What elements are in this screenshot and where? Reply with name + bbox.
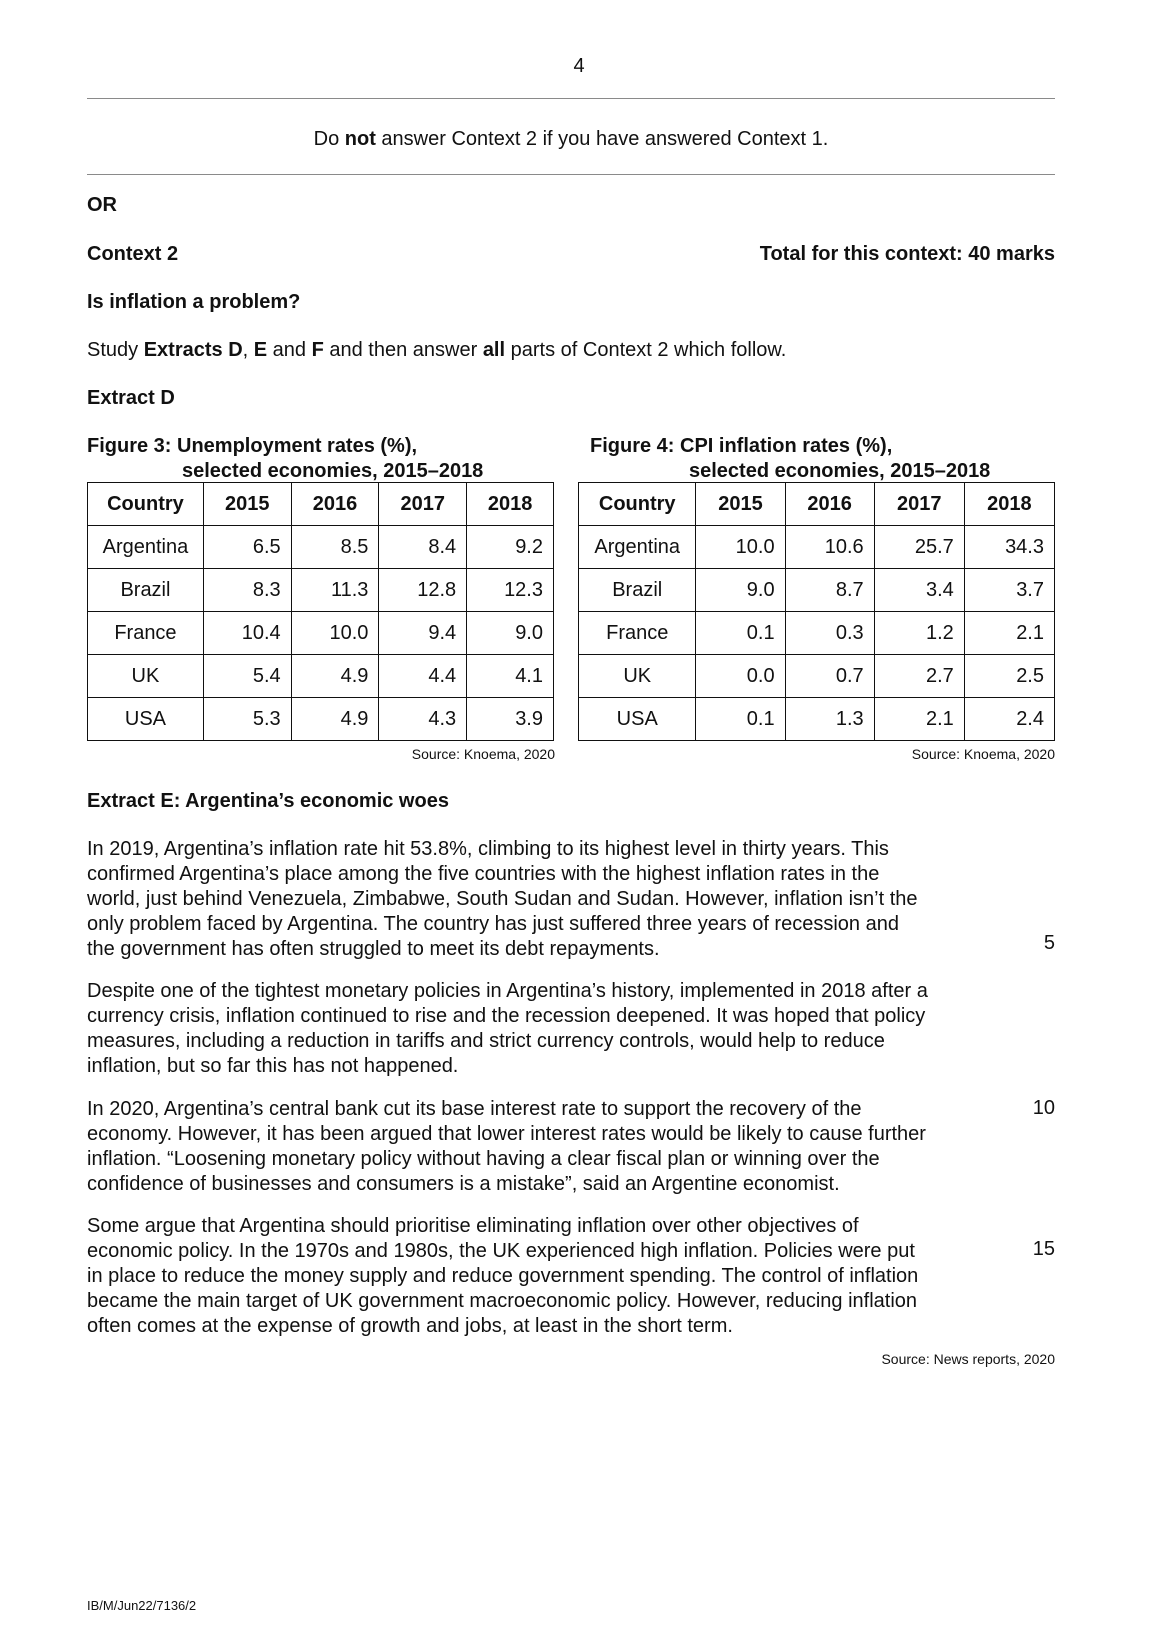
country-cell: Argentina [88, 526, 204, 569]
text-line: measures, including a reduction in tariffs and strict currency controls, would help to reduce [87, 1030, 885, 1052]
value-cell: 8.7 [785, 569, 874, 612]
value-cell: 3.4 [874, 569, 964, 612]
value-cell: 2.4 [964, 698, 1054, 741]
value-cell: 4.4 [379, 655, 467, 698]
table-row [88, 569, 554, 612]
column-header: 2017 [379, 483, 467, 526]
study-text: parts of Context 2 which follow. [505, 339, 787, 361]
extract-d-heading: Extract D [87, 387, 175, 409]
column-header: 2016 [785, 483, 874, 526]
text-line: currency crisis, inflation continued to rise and the recession deepened. It was hoped that policy [87, 1005, 926, 1027]
country-cell: Brazil [88, 569, 204, 612]
or-label: OR [87, 194, 117, 216]
extract-e-paragraph-3 [87, 1097, 1007, 1197]
text-line: world, just behind Venezuela, Zimbabwe, South Sudan and Sudan. However, inflation isn’t the [87, 888, 918, 910]
study-emphasis: Extracts D [143, 339, 243, 361]
figure3-source: Source: Knoema, 2020 [411, 746, 555, 762]
extract-e-paragraph-2 [87, 979, 987, 1079]
value-cell: 2.1 [874, 698, 964, 741]
study-instruction [87, 339, 786, 362]
value-cell: 5.4 [203, 655, 291, 698]
text-line: confirmed Argentina’s place among the five countries with the highest inflation rates in the [87, 863, 880, 885]
table-row [88, 526, 554, 569]
divider-bottom [87, 174, 1055, 175]
country-cell: Argentina [579, 526, 696, 569]
table-row [88, 698, 554, 741]
value-cell: 0.1 [696, 612, 785, 655]
table-row [88, 612, 554, 655]
value-cell: 0.7 [785, 655, 874, 698]
context-question: Is inflation a problem? [87, 291, 301, 313]
study-emphasis: E [253, 339, 268, 361]
value-cell: 10.6 [785, 526, 874, 569]
figure4-title-line2: selected economies, 2015–2018 [689, 460, 991, 482]
value-cell: 4.9 [291, 698, 379, 741]
country-cell: USA [88, 698, 204, 741]
column-header: 2018 [964, 483, 1054, 526]
value-cell: 1.2 [874, 612, 964, 655]
text-line: In 2020, Argentina’s central bank cut its base interest rate to support the recovery of the [87, 1098, 862, 1120]
text-line: economy. However, it has been argued that lower interest rates would be likely to cause further [87, 1123, 926, 1145]
value-cell: 9.4 [379, 612, 467, 655]
value-cell: 5.3 [203, 698, 291, 741]
figure4-title-line1: Figure 4: CPI inflation rates (%), [590, 435, 893, 457]
instruction-emphasis: not [344, 128, 376, 150]
country-cell: Brazil [579, 569, 696, 612]
line-number: 15 [1032, 1238, 1055, 1260]
text-line: confidence of businesses and consumers is a mistake”, said an Argentine economist. [87, 1173, 840, 1195]
table-row [88, 655, 554, 698]
value-cell: 4.9 [291, 655, 379, 698]
country-cell: UK [579, 655, 696, 698]
instruction-text: answer Context 2 if you have answered Context 1. [375, 128, 829, 150]
value-cell: 8.5 [291, 526, 379, 569]
text-line: inflation, but so far this has not happened. [87, 1055, 459, 1077]
text-line: economic policy. In the 1970s and 1980s, the UK experienced high inflation. Policies were put [87, 1240, 915, 1262]
value-cell: 0.1 [696, 698, 785, 741]
value-cell: 9.0 [696, 569, 785, 612]
value-cell: 2.1 [964, 612, 1054, 655]
text-line: only problem faced by Argentina. The country has just suffered three years of recession and [87, 913, 899, 935]
value-cell: 3.7 [964, 569, 1054, 612]
value-cell: 9.0 [467, 612, 554, 655]
study-text: Study [87, 339, 144, 361]
extract-e-paragraph-1 [87, 837, 987, 962]
country-cell: USA [579, 698, 696, 741]
value-cell: 9.2 [467, 526, 554, 569]
table-row [579, 569, 1055, 612]
country-cell: France [579, 612, 696, 655]
value-cell: 0.0 [696, 655, 785, 698]
value-cell: 12.3 [467, 569, 554, 612]
column-header: 2017 [874, 483, 964, 526]
table-row [579, 526, 1055, 569]
text-line: became the main target of UK government macroeconomic policy. However, reducing inflation [87, 1290, 918, 1312]
column-header: 2015 [696, 483, 785, 526]
page-number: 4 [573, 55, 585, 77]
study-text: , [242, 339, 254, 361]
figure4-table [578, 482, 1055, 741]
country-cell: France [88, 612, 204, 655]
column-header: Country [88, 483, 204, 526]
value-cell: 4.3 [379, 698, 467, 741]
value-cell: 11.3 [291, 569, 379, 612]
text-line: often comes at the expense of growth and jobs, at least in the short term. [87, 1315, 733, 1337]
value-cell: 6.5 [203, 526, 291, 569]
value-cell: 2.7 [874, 655, 964, 698]
extract-e-heading: Extract E: Argentina’s economic woes [87, 790, 449, 812]
extract-e-source: Source: News reports, 2020 [881, 1351, 1055, 1367]
value-cell: 8.3 [203, 569, 291, 612]
figure4-source: Source: Knoema, 2020 [911, 746, 1055, 762]
text-line: Despite one of the tightest monetary policies in Argentina’s history, implemented in 2018 after a [87, 980, 928, 1002]
line-number: 5 [1043, 932, 1055, 954]
value-cell: 10.0 [696, 526, 785, 569]
table-row [579, 612, 1055, 655]
value-cell: 0.3 [785, 612, 874, 655]
line-number: 10 [1032, 1097, 1055, 1119]
extract-e-paragraph-4 [87, 1214, 987, 1339]
column-header: 2016 [291, 483, 379, 526]
table-row [579, 655, 1055, 698]
study-emphasis: all [482, 339, 506, 361]
table-header-row [88, 483, 554, 526]
column-header: 2018 [467, 483, 554, 526]
column-header: Country [579, 483, 696, 526]
footer-code: IB/M/Jun22/7136/2 [87, 1598, 197, 1613]
study-text: and then answer [323, 339, 483, 361]
value-cell: 12.8 [379, 569, 467, 612]
figure3-title-line2: selected economies, 2015–2018 [182, 460, 484, 482]
value-cell: 2.5 [964, 655, 1054, 698]
figure3-title [87, 434, 483, 484]
value-cell: 25.7 [874, 526, 964, 569]
study-text: and [267, 339, 312, 361]
context-title: Context 2 [87, 243, 179, 265]
value-cell: 1.3 [785, 698, 874, 741]
context-instruction [87, 128, 1055, 151]
figure3-title-line1: Figure 3: Unemployment rates (%), [87, 435, 418, 457]
text-line: in place to reduce the money supply and reduce government spending. The control of inflation [87, 1265, 919, 1287]
text-line: In 2019, Argentina’s inflation rate hit 53.8%, climbing to its highest level in thirty years. This [87, 838, 889, 860]
country-cell: UK [88, 655, 204, 698]
text-line: the government has often struggled to meet its debt repayments. [87, 938, 660, 960]
figure3-table [87, 482, 554, 741]
value-cell: 4.1 [467, 655, 554, 698]
table-row [579, 698, 1055, 741]
value-cell: 3.9 [467, 698, 554, 741]
figure4-title [590, 434, 990, 484]
value-cell: 34.3 [964, 526, 1054, 569]
divider-top [87, 98, 1055, 99]
column-header: 2015 [203, 483, 291, 526]
value-cell: 10.4 [203, 612, 291, 655]
text-line: Some argue that Argentina should prioritise eliminating inflation over other objectives of [87, 1215, 859, 1237]
context-total-marks: Total for this context: 40 marks [759, 243, 1055, 265]
value-cell: 8.4 [379, 526, 467, 569]
study-emphasis: F [311, 339, 324, 361]
instruction-text: Do [313, 128, 345, 150]
text-line: inflation. “Loosening monetary policy without having a clear fiscal plan or winning over the [87, 1148, 880, 1170]
table-header-row [579, 483, 1055, 526]
value-cell: 10.0 [291, 612, 379, 655]
